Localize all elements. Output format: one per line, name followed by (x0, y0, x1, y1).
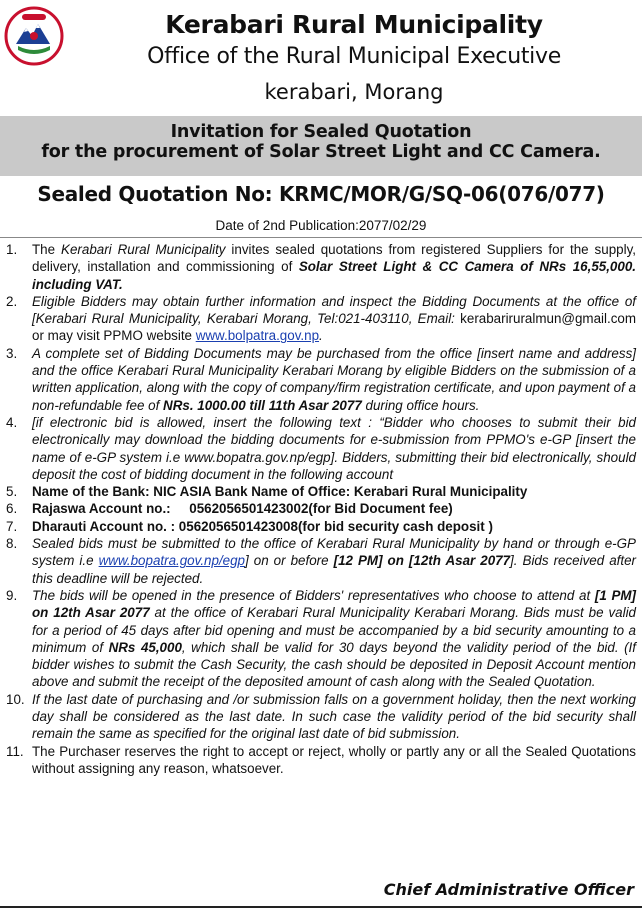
item-number: 10. (6, 691, 25, 707)
list-item (6, 293, 636, 345)
rajaswa-account: Rajaswa Account no.: 0562056501423002(for Bid Document fee) (32, 501, 453, 517)
divider (0, 906, 642, 908)
item-text: Kerabari Rural Municipality (61, 242, 226, 257)
bolpatra-link[interactable]: www.bolpatra.gov.np (195, 328, 320, 344)
list-item (6, 518, 636, 535)
item-text: Eligible Bidders may obtain further information and inspect the Bidding Documents at the office of [Kerabari Rural Municipality, Kerabari Morang, Tel:021-403110, Email: (32, 293, 636, 327)
letterhead (0, 0, 642, 112)
item-text: A complete set of Bidding Documents may be purchased from the office [insert name and address] and the office Kerabari Rural Municipality Kerabari Morang by eligible Bidders on the submission of a written application, along with the copy of company/firm registration certificate, and upon payment of a non-refundable fee of (32, 345, 636, 413)
item-number: 7. (6, 518, 18, 534)
list-item (6, 483, 636, 500)
list-item (6, 587, 636, 691)
publication-date: Date of 2nd Publication:2077/02/29 (215, 218, 427, 233)
bank-name: Name of the Bank: NIC ASIA Bank Name of Office: Kerabari Rural Municipality (32, 484, 528, 500)
item-text: NRs 45,000 (108, 639, 182, 655)
notice-subtitle: for the procurement of Solar Street Light and CC Camera. (41, 142, 601, 162)
item-number: 8. (6, 536, 18, 552)
item-text: ]. Bids received after this deadline will be rejected. (32, 553, 637, 586)
dharauti-account: Dharauti Account no. : 0562056501423008(for bid security cash deposit ) (32, 518, 493, 534)
item-text: . (319, 328, 323, 344)
item-number: 11. (6, 743, 24, 759)
item-text: The (32, 242, 62, 257)
item-text: NRs. 1000.00 till 11th Asar 2077 (163, 397, 362, 413)
item-text: , which shall be valid for 30 days beyond the validity period of the bid. (If bidder wishes to submit the Cash Security, the cash should be deposited in Deposit Account mention above and submit the receipt of the deposited amount of cash along with the Sealed Quotation. (32, 639, 636, 690)
item-text: [12 PM] on [12th Asar 2077 (333, 553, 511, 569)
divider (0, 237, 642, 238)
item-text: [if electronic bid is allowed, insert the following text : “Bidder who chooses to submit their bid electronically may download the bidding documents for e-submission from PPMO's e-GP [insert the name of e-GP system i.e www.bopatra.gov.np/egp]. Bidders, submitting their bid electronically, should deposit the cost of bidding document in the following account (32, 414, 636, 482)
item-text: The bids will be opened in the presence of Bidders' representatives who choose to attend at (32, 587, 595, 603)
item-number: 3. (6, 345, 18, 361)
office-name: Office of the Rural Municipal Executive (147, 44, 561, 69)
list-item (6, 500, 636, 517)
item-text: If the last date of purchasing and /or submission falls on a government holiday, then the next working day shall be considered as the last date. In such case the validity period of the bid security shall remain the same as specified for the original last date of bid submission. (32, 691, 636, 742)
list-item (6, 743, 636, 778)
item-number: 9. (6, 587, 18, 603)
list-item (6, 691, 636, 743)
office-location: kerabari, Morang (264, 80, 444, 104)
notice-items (6, 241, 636, 777)
item-text: during office hours. (361, 397, 480, 413)
item-text: kerabariruralmun@gmail.com or may visit PPMO website (32, 311, 636, 344)
item-text: [1 PM] on 12th Asar 2077 (32, 587, 636, 621)
municipality-name: Kerabari Rural Municipality (165, 10, 543, 39)
item-text: The Purchaser reserves the right to accept or reject, wholly or partly any or all the Sealed Quotations without assigning any reason, whatsoever. (32, 743, 636, 776)
item-text: invites sealed quotations from registered Suppliers for the supply, delivery, installation and commissioning of (32, 242, 636, 275)
quotation-number: Sealed Quotation No: KRMC/MOR/G/SQ-06(076/077) (37, 182, 605, 206)
egp-link[interactable]: www.bopatra.gov.np/egp (98, 553, 246, 569)
signature-title: Chief Administrative Officer (383, 880, 634, 899)
list-item (6, 345, 636, 414)
list-item (6, 241, 636, 293)
list-item (6, 414, 636, 483)
item-text: Sealed bids must be submitted to the office of Kerabari Rural Municipality by hand or through e-GP system i.e (32, 536, 636, 569)
nepal-emblem-icon (4, 6, 64, 66)
notice-title: Invitation for Sealed Quotation (170, 122, 472, 142)
item-text: Solar Street Light & CC Camera of NRs 16,55,000. including VAT. (32, 259, 636, 292)
item-number: 5. (6, 484, 18, 500)
list-item (6, 535, 636, 587)
item-number: 6. (6, 501, 18, 517)
item-number: 1. (6, 242, 18, 257)
notice-banner (0, 116, 642, 176)
item-number: 4. (6, 414, 18, 430)
item-text: ] on or before (245, 553, 334, 569)
item-number: 2. (6, 293, 18, 309)
item-text: at the office of Kerabari Rural Municipality Kerabari Morang. Bids must be valid for a period of 45 days after bid opening and must be accompanied by a bid security amounting to a minimum of (32, 605, 636, 655)
